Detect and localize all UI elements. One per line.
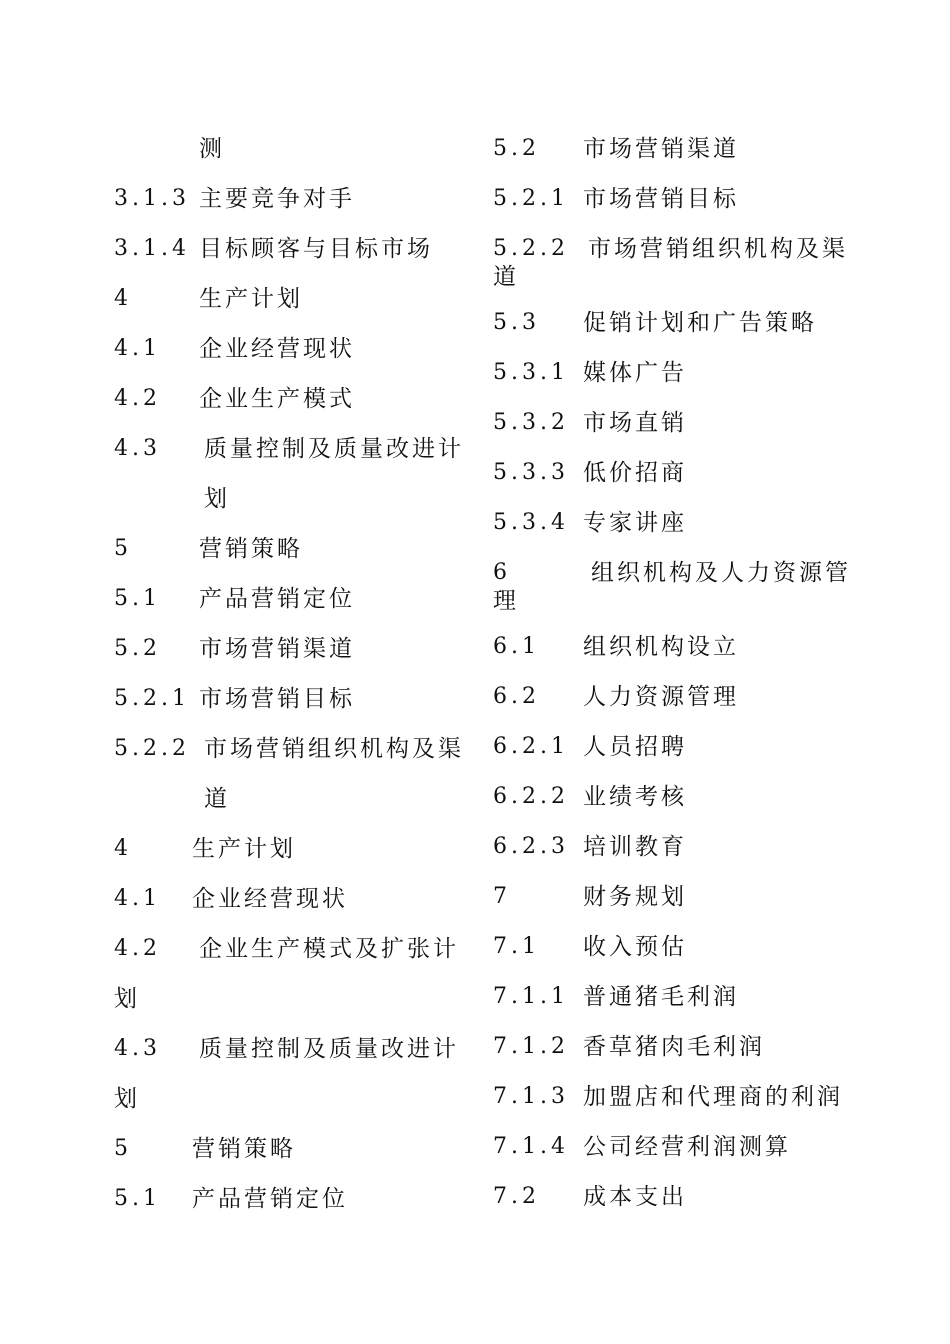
toc-entry: [493, 400, 838, 450]
toc-entry: [114, 126, 464, 176]
toc-number: 6: [493, 560, 511, 585]
toc-title: 低价招商: [583, 460, 687, 486]
toc-title: 企业经营现状: [199, 336, 355, 362]
toc-number: 5.2: [114, 636, 161, 661]
toc-number: 5.3.3: [493, 460, 569, 485]
toc-entry: [493, 924, 838, 974]
toc-entry: [114, 1126, 464, 1176]
toc-entry: [114, 626, 464, 676]
toc-title: 市场直销: [583, 410, 687, 436]
toc-number: 6.2.3: [493, 834, 569, 859]
toc-number: 5.3.2: [493, 410, 569, 435]
toc-entry: [493, 1174, 838, 1224]
toc-number: 5.1: [114, 1186, 161, 1211]
toc-title: 专家讲座: [583, 510, 687, 536]
toc-title: 人员招聘: [583, 734, 687, 760]
toc-entry: [493, 350, 838, 400]
toc-title-continued: 道: [493, 264, 519, 290]
toc-number: 5: [114, 1136, 132, 1161]
toc-title-continued: 道: [204, 786, 230, 812]
toc-number: 3.1.4: [114, 236, 190, 261]
toc-entry: [493, 624, 838, 674]
toc-title: 企业生产模式: [199, 386, 355, 412]
toc-number: 5.2.1: [114, 686, 190, 711]
toc-number: 5.3.1: [493, 360, 569, 385]
toc-number: 3.1.3: [114, 186, 190, 211]
toc-entry: [493, 126, 838, 176]
toc-title-continued: 划: [114, 1086, 140, 1112]
toc-number: 4: [114, 836, 132, 861]
toc-number: 6.2.1: [493, 734, 569, 759]
toc-title: 普通猪毛利润: [583, 984, 739, 1010]
toc-title: 质量控制及质量改进计: [199, 1036, 459, 1062]
toc-title: 市场营销组织机构及渠: [204, 736, 464, 762]
toc-number: 5: [114, 536, 132, 561]
toc-number: 7: [493, 884, 511, 909]
toc-title: 营销策略: [199, 536, 303, 562]
toc-entry: [493, 974, 838, 1024]
toc-entry: [493, 176, 838, 226]
toc-number: 6.2.2: [493, 784, 569, 809]
toc-title: 目标顾客与目标市场: [199, 236, 433, 262]
toc-number: 7.1.3: [493, 1084, 569, 1109]
toc-entry: [114, 726, 464, 826]
toc-entry: [493, 724, 838, 774]
toc-entry: [114, 1026, 464, 1126]
toc-number: 4: [114, 286, 132, 311]
toc-number: 7.1: [493, 934, 540, 959]
toc-entry: [493, 1024, 838, 1074]
toc-title: 市场营销目标: [199, 686, 355, 712]
toc-title: 测: [199, 136, 225, 162]
toc-entry: [114, 676, 464, 726]
toc-title: 香草猪肉毛利润: [583, 1034, 765, 1060]
toc-entry: [114, 826, 464, 876]
toc-number: 4.1: [114, 886, 161, 911]
toc-entry: [493, 824, 838, 874]
toc-title: 企业生产模式及扩张计: [199, 936, 459, 962]
toc-title: 加盟店和代理商的利润: [583, 1084, 843, 1110]
toc-right-column: [493, 126, 851, 1224]
toc-number: 7.2: [493, 1184, 540, 1209]
toc-entry: [114, 376, 464, 426]
toc-number: 6.1: [493, 634, 540, 659]
toc-title-continued: 划: [114, 986, 140, 1012]
toc-title: 产品营销定位: [199, 586, 355, 612]
toc-title: 收入预估: [583, 934, 687, 960]
toc-title: 培训教育: [583, 834, 687, 860]
toc-number: 5.1: [114, 586, 161, 611]
toc-number: 4.1: [114, 336, 161, 361]
toc-number: 4.3: [114, 436, 161, 461]
toc-title: 市场营销渠道: [583, 136, 739, 162]
toc-title: 媒体广告: [583, 360, 687, 386]
toc-entry: [493, 300, 838, 350]
toc-title: 促销计划和广告策略: [583, 310, 817, 336]
toc-title: 质量控制及质量改进计: [204, 436, 464, 462]
toc-number: 5.2: [493, 136, 540, 161]
toc-number: 7.1.4: [493, 1134, 569, 1159]
toc-number: 5.2.1: [493, 186, 569, 211]
toc-number: 5.3.4: [493, 510, 569, 535]
toc-entry: [114, 876, 464, 926]
toc-title: 企业经营现状: [192, 886, 348, 912]
toc-entry: [114, 926, 464, 1026]
toc-number: 5.2.2: [493, 236, 569, 261]
toc-title: 营销策略: [192, 1136, 296, 1162]
toc-left-column: [114, 126, 464, 1226]
toc-entry: [114, 326, 464, 376]
toc-title: 组织机构设立: [583, 634, 739, 660]
toc-title: 人力资源管理: [583, 684, 739, 710]
toc-number: 6.2: [493, 684, 540, 709]
toc-title: 市场营销渠道: [199, 636, 355, 662]
toc-entry: [493, 500, 838, 550]
toc-entry: [114, 176, 464, 226]
toc-entry: [114, 1176, 464, 1226]
toc-title: 组织机构及人力资源管: [591, 560, 851, 586]
toc-entry: [493, 1124, 838, 1174]
toc-entry: [493, 1074, 843, 1124]
toc-entry: [493, 674, 838, 724]
toc-title: 公司经营利润测算: [583, 1134, 791, 1160]
toc-entry: [114, 526, 464, 576]
toc-title: 市场营销组织机构及渠: [588, 236, 848, 262]
toc-entry: [493, 450, 838, 500]
toc-entry: [493, 774, 838, 824]
toc-title: 财务规划: [583, 884, 687, 910]
toc-number: 4.3: [114, 1036, 161, 1061]
toc-entry: [114, 226, 464, 276]
toc-number: 5.3: [493, 310, 540, 335]
toc-entry: [114, 426, 464, 526]
toc-entry: [493, 874, 838, 924]
toc-title: 主要竞争对手: [199, 186, 355, 212]
toc-number: 7.1.1: [493, 984, 569, 1009]
toc-entry: [114, 576, 464, 626]
toc-number: 5.2.2: [114, 736, 190, 761]
toc-title-continued: 理: [493, 588, 519, 614]
toc-title: 产品营销定位: [192, 1186, 348, 1212]
toc-entry: [493, 550, 851, 624]
toc-title: 生产计划: [199, 286, 303, 312]
toc-number: 4.2: [114, 386, 161, 411]
toc-title: 市场营销目标: [583, 186, 739, 212]
toc-number: 7.1.2: [493, 1034, 569, 1059]
toc-entry: [114, 276, 464, 326]
toc-title: 成本支出: [583, 1184, 687, 1210]
toc-number: 4.2: [114, 936, 161, 961]
toc-title: 业绩考核: [583, 784, 687, 810]
toc-title: 生产计划: [192, 836, 296, 862]
toc-entry: [493, 226, 848, 300]
toc-title-continued: 划: [204, 486, 230, 512]
